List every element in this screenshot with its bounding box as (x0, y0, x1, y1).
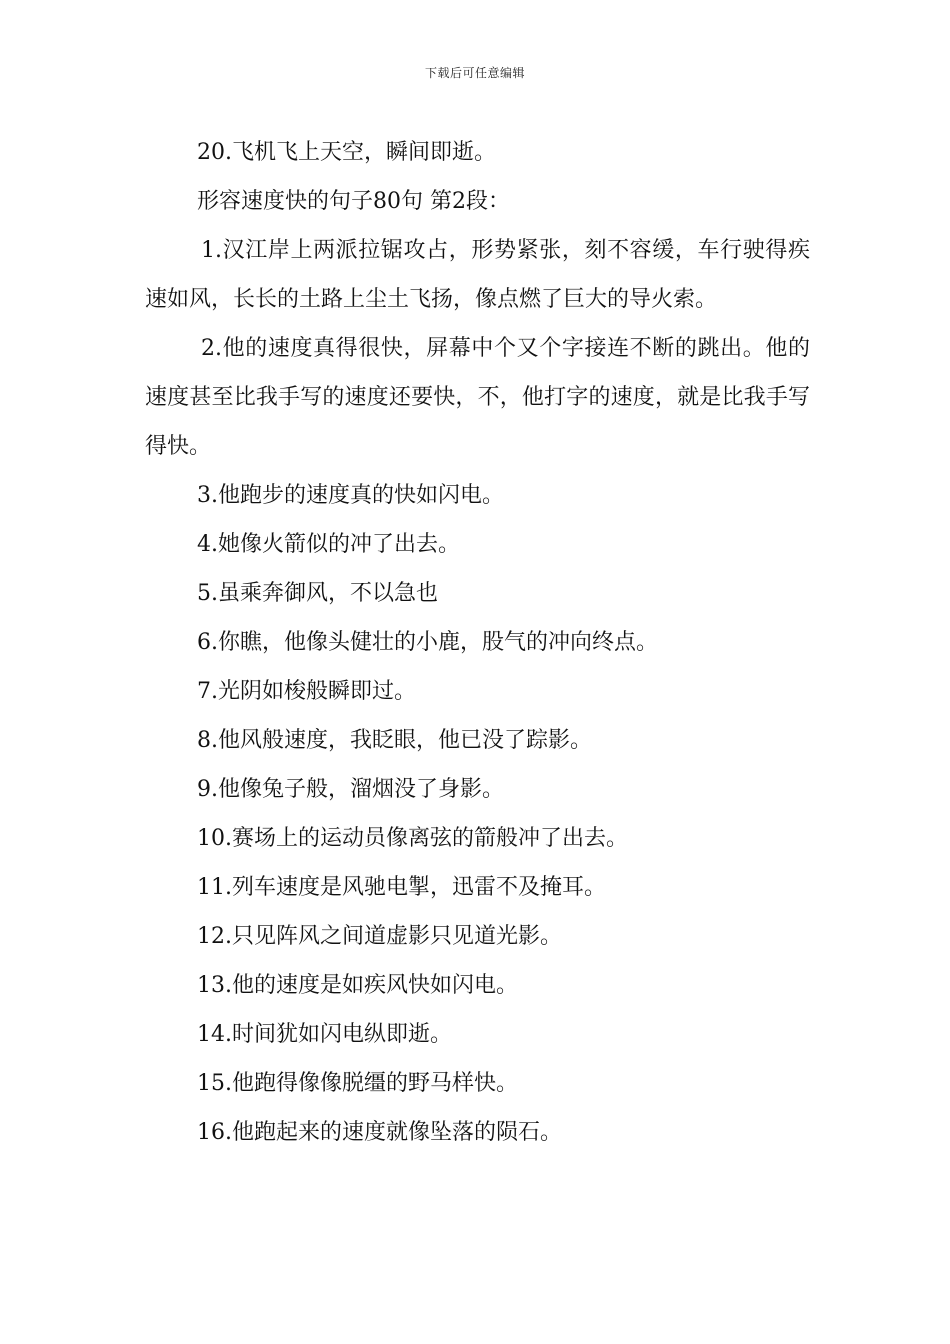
paragraph: 7.光阴如梭般瞬即过。 (197, 679, 416, 704)
paragraph: 14.时间犹如闪电纵即逝。 (197, 1022, 452, 1047)
paragraph: 11.列车速度是风驰电掣，迅雷不及掩耳。 (197, 875, 606, 900)
paragraph: 8.他风般速度，我眨眼，他已没了踪影。 (197, 728, 592, 753)
paragraph: 5.虽乘奔御风，不以急也 (197, 581, 438, 606)
paragraph: 12.只见阵风之间道虚影只见道光影。 (197, 924, 562, 949)
document-body (145, 128, 810, 1157)
paragraph: 16.他跑起来的速度就像坠落的陨石。 (197, 1120, 562, 1145)
section-heading: 形容速度快的句子80句 第2段： (197, 189, 510, 214)
paragraph: 1.汉江岸上两派拉锯攻占，形势紧张，刻不容缓，车行驶得疾速如风，长长的土路上尘土飞扬，像点燃了巨大的导火索。 (145, 238, 810, 312)
paragraph: 2.他的速度真得很快，屏幕中个又个字接连不断的跳出。他的速度甚至比我手写的速度还要快，不，他打字的速度，就是比我手写得快。 (145, 336, 810, 459)
paragraph: 20.飞机飞上天空，瞬间即逝。 (197, 140, 496, 165)
paragraph: 6.你瞧，他像头健壮的小鹿，股气的冲向终点。 (197, 630, 658, 655)
paragraph: 13.他的速度是如疾风快如闪电。 (197, 973, 518, 998)
paragraph: 15.他跑得像像脱缰的野马样快。 (197, 1071, 518, 1096)
paragraph: 10.赛场上的运动员像离弦的箭般冲了出去。 (197, 826, 628, 851)
paragraph: 3.他跑步的速度真的快如闪电。 (197, 483, 504, 508)
page-header: 下载后可任意编辑 (424, 66, 525, 80)
paragraph: 4.她像火箭似的冲了出去。 (197, 532, 460, 557)
paragraph: 9.他像兔子般，溜烟没了身影。 (197, 777, 504, 802)
